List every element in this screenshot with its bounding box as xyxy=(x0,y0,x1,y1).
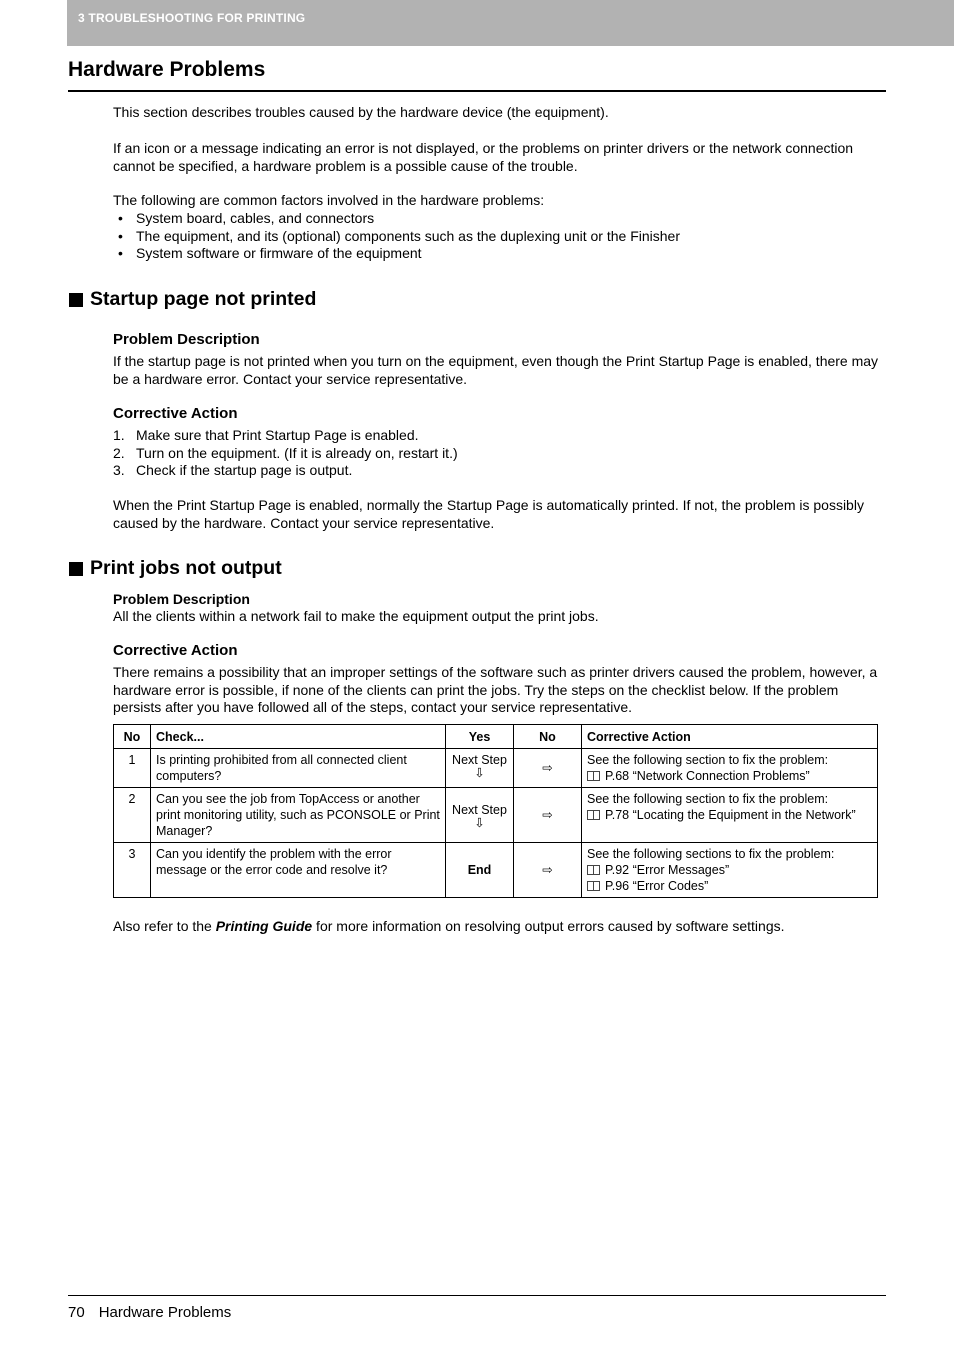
row-number: 3 xyxy=(114,843,151,898)
section-heading-startup: Startup page not printed xyxy=(69,288,316,311)
corrective-steps xyxy=(113,427,458,480)
table-row xyxy=(114,749,878,788)
title-rule xyxy=(68,90,886,92)
row-yes: Next Step ⇩ xyxy=(446,749,514,788)
list-item: • The equipment, and its (optional) components such as the duplexing unit or the Finisher xyxy=(118,227,680,244)
section-marker-icon xyxy=(69,562,83,576)
row-action: See the following section to fix the problem: P.68 “Network Connection Problems” xyxy=(582,749,878,788)
page-title: Hardware Problems xyxy=(68,58,266,81)
footer-label: Hardware Problems xyxy=(98,1304,232,1321)
col-header-yes: Yes xyxy=(446,725,514,749)
list-item: 3. Check if the startup page is output. xyxy=(113,462,353,478)
list-item: • System board, cables, and connectors xyxy=(118,210,375,226)
chapter-label: 3 TROUBLESHOOTING FOR PRINTING xyxy=(78,11,306,25)
reference-link[interactable]: P.78 “Locating the Equipment in the Network” xyxy=(605,808,856,822)
row-action: See the following sections to fix the problem: P.92 “Error Messages” P.96 “Error Codes” xyxy=(582,843,878,898)
reference-link[interactable]: P.92 “Error Messages” xyxy=(605,863,730,877)
book-icon xyxy=(587,810,600,820)
row-check: Can you identify the problem with the error message or the error code and resolve it? xyxy=(151,843,446,898)
startup-note: When the Print Startup Page is enabled, normally the Startup Page is automatically printed. If not, the problem is possibly caused by the hardware. Contact your service representative. xyxy=(113,497,864,531)
table-row xyxy=(114,843,878,898)
row-yes: End xyxy=(446,843,514,898)
list-item: 2. Turn on the equipment. (If it is already on, restart it.) xyxy=(113,444,458,461)
reference-link[interactable]: P.96 “Error Codes” xyxy=(605,879,709,893)
intro-paragraph-1: This section describes troubles caused by the hardware device (the equipment). xyxy=(113,104,609,120)
printing-guide-link[interactable]: Printing Guide xyxy=(215,918,313,934)
book-icon xyxy=(587,865,600,875)
corrective-action-heading: Corrective Action xyxy=(113,642,238,659)
col-header-action: Corrective Action xyxy=(582,725,878,749)
book-icon xyxy=(587,771,600,781)
list-item: 1. Make sure that Print Startup Page is enabled. xyxy=(113,427,419,443)
page-number: 70 xyxy=(68,1304,85,1321)
also-refer-note: Also refer to the Printing Guide for more information on resolving output errors caused by software settings. xyxy=(113,918,785,934)
right-arrow-icon: ⇨ xyxy=(514,843,582,898)
problem-description-heading: Problem Description xyxy=(113,331,260,348)
checklist-table xyxy=(113,724,878,898)
intro-paragraph-3: The following are common factors involved in the hardware problems: xyxy=(113,192,545,208)
table-header-row xyxy=(114,725,878,749)
down-arrow-icon: ⇩ xyxy=(474,766,485,780)
row-check: Can you see the job from TopAccess or another print monitoring utility, such as PCONSOLE or Print Manager? xyxy=(151,788,446,843)
problem-description-text: All the clients within a network fail to make the equipment output the print jobs. xyxy=(113,608,599,624)
intro-paragraph-2: If an icon or a message indicating an error is not displayed, or the problems on printer drivers or the network connection cannot be specified, a hardware problem is a possible cause of the trouble. xyxy=(113,140,854,174)
col-header-no-branch: No xyxy=(514,725,582,749)
footer-rule xyxy=(68,1295,886,1296)
list-item: • System software or firmware of the equipment xyxy=(118,245,422,261)
row-action: See the following section to fix the problem: P.78 “Locating the Equipment in the Network” xyxy=(582,788,878,843)
right-arrow-icon: ⇨ xyxy=(514,749,582,788)
row-yes: Next Step ⇩ xyxy=(446,788,514,843)
section-heading-jobs: Print jobs not output xyxy=(69,557,282,580)
problem-description-text: If the startup page is not printed when you turn on the equipment, even though the Print Startup Page is enabled, there may be a hardware error. Contact your service representative. xyxy=(113,353,879,387)
problem-description-heading: Problem Description xyxy=(113,591,250,607)
row-number: 1 xyxy=(114,749,151,788)
col-header-no: No xyxy=(114,725,151,749)
section-marker-icon xyxy=(69,293,83,307)
page-footer xyxy=(68,1304,231,1321)
reference-link[interactable]: P.68 “Network Connection Problems” xyxy=(605,769,810,783)
down-arrow-icon: ⇩ xyxy=(474,816,485,830)
table-row xyxy=(114,788,878,843)
col-header-check: Check... xyxy=(151,725,446,749)
factor-list xyxy=(113,210,680,263)
row-number: 2 xyxy=(114,788,151,843)
right-arrow-icon: ⇨ xyxy=(514,788,582,843)
chapter-header-bar xyxy=(67,0,954,46)
book-icon xyxy=(587,881,600,891)
corrective-action-text: There remains a possibility that an improper settings of the software such as printer drivers caused the problem, however, a hardware error is possible, if none of the clients can print the jobs. Try the steps on the checklist below. If the problem persists after you have followed all of the steps, contact your service representative. xyxy=(113,664,878,715)
row-check: Is printing prohibited from all connected client computers? xyxy=(151,749,446,788)
corrective-action-heading: Corrective Action xyxy=(113,405,238,422)
